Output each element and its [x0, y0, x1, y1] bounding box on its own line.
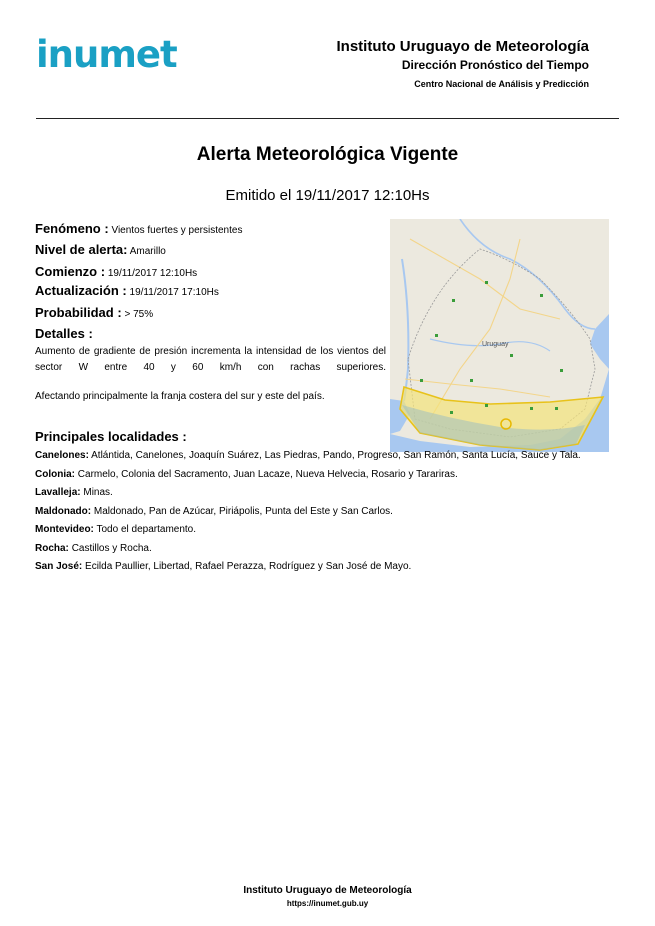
locality-dept: Maldonado:: [35, 505, 92, 517]
start-label: Comienzo :: [35, 264, 106, 279]
locality-places: Carmelo, Colonia del Sacramento, Juan Lacaze, Nueva Helvecia, Rosario y Tarariras.: [77, 468, 458, 480]
level-label: Nivel de alerta:: [35, 242, 128, 257]
locality-san-jose: [35, 558, 613, 577]
locality-lavalleja: [35, 484, 613, 503]
inumet-logo: inumet: [36, 33, 177, 76]
probability-value: > 75%: [124, 309, 154, 320]
locality-dept: Montevideo:: [35, 524, 94, 535]
locality-dept: San José:: [35, 561, 83, 572]
locality-canelones: [35, 447, 613, 466]
locality-maldonado: [35, 503, 613, 522]
footer-url[interactable]: https://inumet.gub.uy: [286, 899, 369, 908]
details-label: Detalles :: [35, 326, 93, 341]
phenomenon-label: Fenómeno :: [35, 221, 109, 236]
details-row: [35, 326, 93, 341]
locality-places: Castillos y Rocha.: [71, 542, 152, 554]
forecast-direction: Dirección Pronóstico del Tiempo: [401, 58, 589, 72]
phenomenon-value: Vientos fuertes y persistentes: [111, 225, 243, 236]
affected-area-text: Afectando principalmente la franja costera del sur y este del país.: [35, 391, 325, 402]
locality-places: Maldonado, Pan de Azúcar, Piriápolis, Punta del Este y San Carlos.: [93, 505, 393, 517]
locality-montevideo: [35, 521, 613, 540]
locality-rocha: [35, 540, 613, 559]
localities-heading: Principales localidades :: [35, 429, 187, 444]
locality-dept: Rocha:: [35, 542, 69, 554]
locality-dept: Lavalleja:: [35, 487, 81, 498]
alert-map: [390, 219, 609, 452]
locality-dept: Colonia:: [35, 468, 75, 480]
update-label: Actualización :: [35, 283, 127, 298]
institute-name: Instituto Uruguayo de Meteorología: [336, 38, 589, 55]
locality-places: Minas.: [83, 487, 113, 498]
probability-row: [35, 305, 153, 320]
update-row: [35, 283, 219, 298]
start-row: [35, 264, 197, 279]
locality-colonia: [35, 466, 613, 485]
locality-places: Ecilda Paullier, Libertad, Rafael Perazza, Rodríguez y San José de Mayo.: [85, 561, 412, 572]
level-value: Amarillo: [129, 246, 166, 257]
level-row: [35, 242, 166, 257]
localities-list: [35, 447, 613, 577]
header-divider: [36, 118, 619, 119]
locality-places: Todo el departamento.: [96, 524, 197, 535]
details-text: Aumento de gradiente de presión incrementa la intensidad de los vientos del sector W entre 40 y 60 km/h con rachas superiores.: [35, 346, 386, 373]
map-country-label: Uruguay: [482, 341, 509, 348]
update-value: 19/11/2017 17:10Hs: [129, 287, 219, 298]
locality-places: Atlántida, Canelones, Joaquín Suárez, Las Piedras, Pando, Progreso, San Ramón, Santa Lucía, Sauce y Tala.: [91, 450, 581, 461]
locality-dept: Canelones:: [35, 450, 89, 461]
phenomenon-row: [35, 221, 242, 236]
start-value: 19/11/2017 12:10Hs: [107, 268, 198, 279]
probability-label: Probabilidad :: [35, 305, 122, 320]
analysis-center: Centro Nacional de Análisis y Predicción: [414, 79, 589, 89]
issued-date: Emitido el 19/11/2017 12:10Hs: [225, 187, 430, 204]
footer-institute: Instituto Uruguayo de Meteorología: [243, 885, 412, 896]
alert-title: Alerta Meteorológica Vigente: [196, 144, 459, 165]
